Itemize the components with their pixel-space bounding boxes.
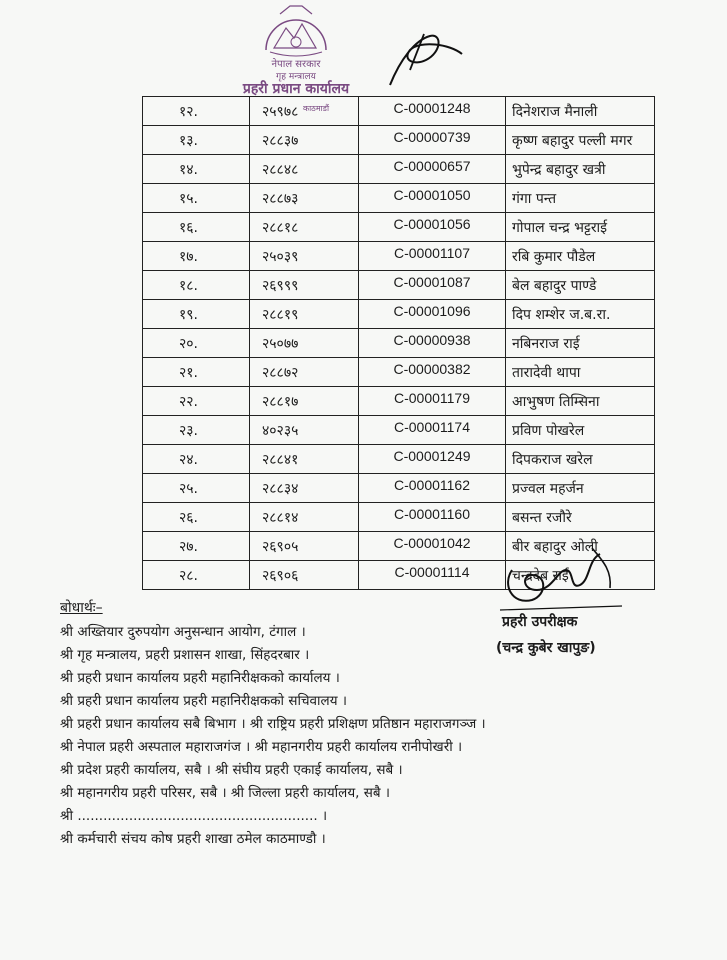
cc-item: श्री महानगरीय प्रहरी परिसर, सबै । श्री जिल्ला प्रहरी कार्यालय, सबै । — [60, 785, 390, 801]
name-cell: तारादेवी थापा — [506, 358, 655, 387]
name-cell: दिनेशराज मैनाली — [506, 97, 655, 126]
name-cell: भुपेन्द्र बहादुर खत्री — [506, 155, 655, 184]
cc-item: श्री प्रहरी प्रधान कार्यालय सबै बिभाग । श्री राष्ट्रिय प्रहरी प्रशिक्षण प्रतिष्ठान महाराजगञ्ज । — [60, 716, 486, 732]
serial-number-cell: २४. — [143, 445, 250, 474]
name-cell: कृष्ण बहादुर पल्ली मगर — [506, 126, 655, 155]
top-signature-icon — [380, 30, 470, 90]
seal-line-4: काठमाडौं — [302, 104, 330, 113]
personnel-number-cell: २८८३७ — [250, 126, 359, 155]
personnel-number-cell: २८८४८ — [250, 155, 359, 184]
table-row — [143, 474, 655, 503]
personnel-number-cell: २६९०५ — [250, 532, 359, 561]
personnel-number-cell: २८८७२ — [250, 358, 359, 387]
seal-line-2: गृह मन्त्रालय — [276, 72, 316, 82]
code-cell: C-00001056 — [359, 213, 506, 242]
table-row — [143, 387, 655, 416]
serial-number-cell: २३. — [143, 416, 250, 445]
name-cell: रबि कुमार पौडेल — [506, 242, 655, 271]
name-cell: बसन्त रजौरे — [506, 503, 655, 532]
table-row — [143, 97, 655, 126]
serial-number-cell: १४. — [143, 155, 250, 184]
code-cell: C-00001096 — [359, 300, 506, 329]
name-cell: बीर बहादुर ओली — [506, 532, 655, 561]
personnel-number-cell: २८८७३ — [250, 184, 359, 213]
name-cell: नबिनराज राई — [506, 329, 655, 358]
table-row — [143, 184, 655, 213]
name-cell: प्रविण पोखरेल — [506, 416, 655, 445]
table-row — [143, 155, 655, 184]
table-row — [143, 358, 655, 387]
serial-number-cell: १२. — [143, 97, 250, 126]
cc-item: श्री नेपाल प्रहरी अस्पताल महाराजगंज । श्री महानगरीय प्रहरी कार्यालय रानीपोखरी । — [60, 739, 463, 755]
code-cell: C-00001162 — [359, 474, 506, 503]
serial-number-cell: २६. — [143, 503, 250, 532]
name-cell: आभुषण तिम्सिना — [506, 387, 655, 416]
cc-item: श्री प्रहरी प्रधान कार्यालय प्रहरी महानिरीक्षकको कार्यालय । — [60, 670, 340, 686]
name-cell: गंगा पन्त — [506, 184, 655, 213]
government-seal — [236, 0, 356, 100]
table-row — [143, 503, 655, 532]
personnel-number-cell: २५०३९ — [250, 242, 359, 271]
personnel-number-cell: २८८१९ — [250, 300, 359, 329]
serial-number-cell: १५. — [143, 184, 250, 213]
name-cell: दिप शम्शेर ज.ब.रा. — [506, 300, 655, 329]
cc-item: श्री गृह मन्त्रालय, प्रहरी प्रशासन शाखा, सिंहदरबार । — [60, 647, 310, 663]
code-cell: C-00001087 — [359, 271, 506, 300]
name-cell: दिपकराज खरेल — [506, 445, 655, 474]
officer-signature-icon — [492, 540, 632, 615]
signatory-name: (चन्द्र कुबेर खापुङ) — [496, 640, 596, 656]
serial-number-cell: २०. — [143, 329, 250, 358]
seal-line-3: प्रहरी प्रधान कार्यालय — [242, 81, 350, 97]
code-cell: C-00001114 — [359, 561, 506, 590]
code-cell: C-00001042 — [359, 532, 506, 561]
cc-item: श्री प्रदेश प्रहरी कार्यालय, सबै । श्री संघीय प्रहरी एकाई कार्यालय, सबै । — [60, 762, 403, 778]
personnel-table — [142, 96, 655, 590]
table-row — [143, 416, 655, 445]
personnel-number-cell: २८८३४ — [250, 474, 359, 503]
code-cell: C-00001107 — [359, 242, 506, 271]
serial-number-cell: १७. — [143, 242, 250, 271]
name-cell: गोपाल चन्द्र भट्टराई — [506, 213, 655, 242]
personnel-number-cell: २८८१४ — [250, 503, 359, 532]
table-row — [143, 271, 655, 300]
personnel-number-cell: ४०२३५ — [250, 416, 359, 445]
code-cell: C-00001249 — [359, 445, 506, 474]
cc-list — [60, 621, 486, 851]
serial-number-cell: २५. — [143, 474, 250, 503]
serial-number-cell: १३. — [143, 126, 250, 155]
serial-number-cell: २१. — [143, 358, 250, 387]
name-cell: चन्द्रदेब राई — [506, 561, 655, 590]
serial-number-cell: २७. — [143, 532, 250, 561]
code-cell: C-00001248 — [359, 97, 506, 126]
cc-item: श्री कर्मचारी संचय कोष प्रहरी शाखा ठमेल काठमाण्डौ । — [60, 831, 326, 847]
serial-number-cell: १९. — [143, 300, 250, 329]
personnel-number-cell: २८८१८ — [250, 213, 359, 242]
table-row — [143, 242, 655, 271]
code-cell: C-00000739 — [359, 126, 506, 155]
code-cell: C-00000657 — [359, 155, 506, 184]
table-row — [143, 300, 655, 329]
cc-item: श्री प्रहरी प्रधान कार्यालय प्रहरी महानिरीक्षकको सचिवालय । — [60, 693, 347, 709]
personnel-number-cell: २६९०६ — [250, 561, 359, 590]
personnel-number-cell: २५९७८ — [250, 97, 359, 126]
code-cell: C-00001050 — [359, 184, 506, 213]
cc-item: श्री अख्तियार दुरुपयोग अनुसन्धान आयोग, टंगाल । — [60, 624, 306, 640]
code-cell: C-00000382 — [359, 358, 506, 387]
signatory-title: प्रहरी उपरीक्षक — [502, 614, 578, 630]
personnel-number-cell: २५०७७ — [250, 329, 359, 358]
nepal-emblem-icon — [236, 0, 356, 60]
seal-line-1: नेपाल सरकार — [271, 59, 321, 70]
table-row — [143, 329, 655, 358]
personnel-number-cell: २६९९९ — [250, 271, 359, 300]
personnel-number-cell: २८८४१ — [250, 445, 359, 474]
table-row — [143, 445, 655, 474]
personnel-number-cell: २८८१७ — [250, 387, 359, 416]
serial-number-cell: २८. — [143, 561, 250, 590]
cc-item: श्री ........................................................ । — [60, 808, 328, 824]
serial-number-cell: १६. — [143, 213, 250, 242]
serial-number-cell: २२. — [143, 387, 250, 416]
code-cell: C-00001160 — [359, 503, 506, 532]
code-cell: C-00001174 — [359, 416, 506, 445]
code-cell: C-00000938 — [359, 329, 506, 358]
name-cell: प्रज्वल महर्जन — [506, 474, 655, 503]
serial-number-cell: १८. — [143, 271, 250, 300]
table-row — [143, 126, 655, 155]
name-cell: बेल बहादुर पाण्डे — [506, 271, 655, 300]
cc-heading: बोधार्थः– — [60, 600, 103, 616]
code-cell: C-00001179 — [359, 387, 506, 416]
table-row — [143, 213, 655, 242]
